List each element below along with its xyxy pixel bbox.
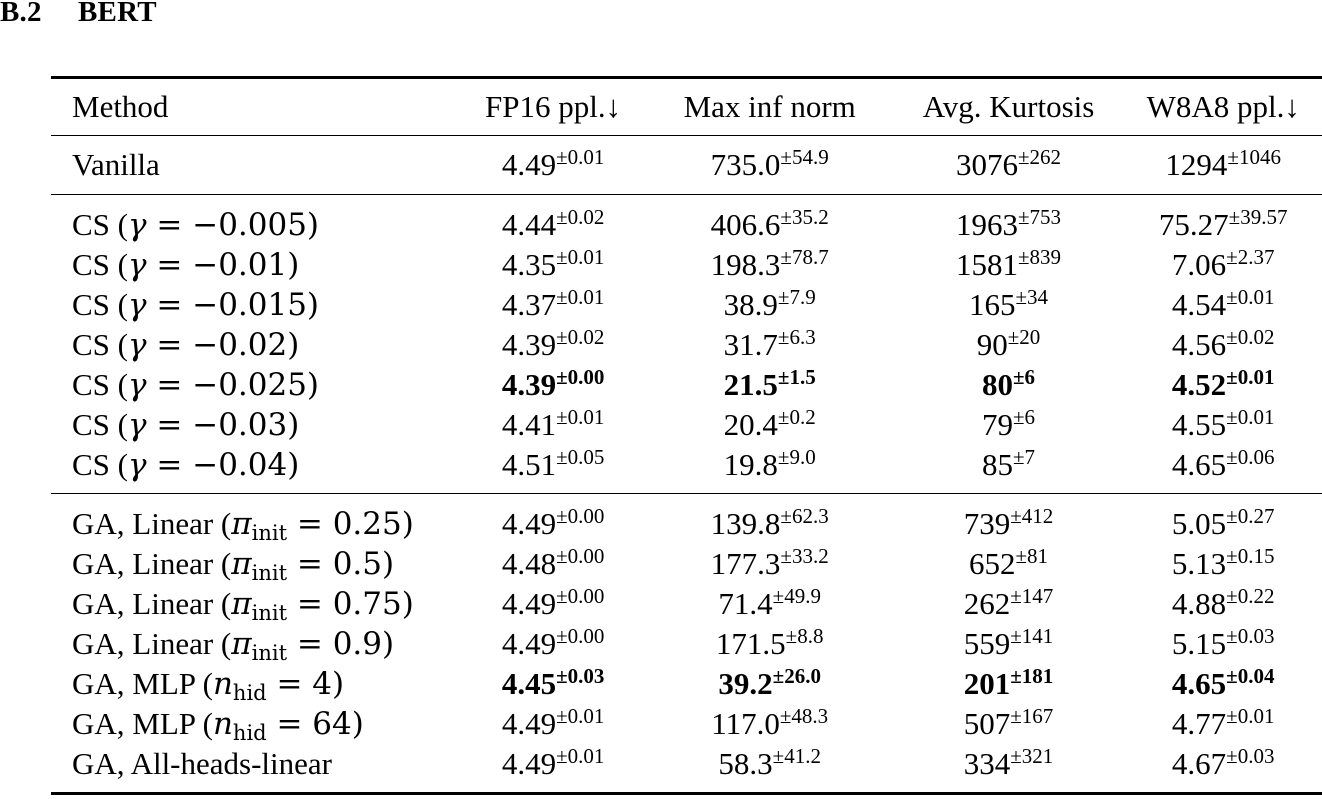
method-prefix: GA, MLP ( (72, 706, 213, 741)
max-inf-norm-cell (647, 136, 893, 195)
w8a8-ppl-cell (1124, 584, 1322, 624)
std-dev: ±0.01 (556, 285, 605, 309)
std-dev: ±0.15 (1226, 544, 1275, 568)
value: 4.49 (501, 506, 557, 541)
std-dev: ±262 (1018, 145, 1062, 169)
std-dev: ±0.00 (556, 365, 605, 389)
fp16-ppl-cell (460, 365, 647, 405)
param-value: = −0.025) (146, 367, 320, 403)
std-dev: ±62.3 (780, 504, 829, 528)
param-value: = 64) (266, 706, 364, 742)
avg-kurtosis-cell (893, 664, 1125, 704)
param-symbol: γ (128, 207, 147, 243)
value: 90 (976, 327, 1008, 362)
method-label: Vanilla (72, 147, 160, 182)
w8a8-ppl-cell (1124, 445, 1322, 494)
table-row (51, 544, 1322, 584)
value: 4.65 (1171, 666, 1227, 701)
max-inf-norm-cell (647, 405, 893, 445)
value: 39.2 (718, 666, 773, 701)
std-dev: ±839 (1018, 245, 1062, 269)
header-max-inf-norm: Max inf norm (683, 89, 856, 124)
fp16-ppl-cell (460, 584, 647, 624)
method-cell (51, 245, 460, 285)
method-cell (51, 195, 460, 246)
avg-kurtosis-cell (893, 285, 1125, 325)
value: 4.49 (501, 586, 557, 621)
param-subscript: hid (232, 721, 267, 745)
max-inf-norm-cell (647, 664, 893, 704)
method-cell (51, 744, 460, 794)
param-symbol: γ (128, 287, 147, 323)
section-title: BERT (78, 0, 157, 28)
value: 4.88 (1171, 586, 1227, 621)
param-symbol: π (231, 626, 252, 662)
value: 7.06 (1171, 247, 1227, 282)
w8a8-ppl-cell (1124, 744, 1322, 794)
std-dev: ±0.27 (1226, 504, 1275, 528)
std-dev: ±35.2 (780, 205, 829, 229)
value: 21.5 (723, 367, 778, 402)
value: 117.0 (711, 706, 780, 741)
value: 19.8 (723, 447, 778, 482)
method-cell (51, 445, 460, 494)
avg-kurtosis-cell (893, 365, 1125, 405)
table-row (51, 285, 1322, 325)
method-cell (51, 285, 460, 325)
fp16-ppl-cell (460, 285, 647, 325)
w8a8-ppl-cell (1124, 136, 1322, 195)
w8a8-ppl-cell (1124, 704, 1322, 744)
fp16-ppl-cell (460, 704, 647, 744)
value: 20.4 (723, 407, 778, 442)
w8a8-ppl-cell (1124, 195, 1322, 246)
value: 4.56 (1171, 327, 1227, 362)
std-dev: ±0.22 (1226, 584, 1275, 608)
value: 80 (982, 367, 1014, 402)
param-subscript: init (251, 521, 288, 545)
param-subscript: init (251, 641, 288, 665)
value: 71.4 (718, 586, 773, 621)
max-inf-norm-cell (647, 624, 893, 664)
table-row (51, 445, 1322, 494)
std-dev: ±6 (1013, 405, 1036, 429)
header-fp16-ppl: FP16 ppl.↓ (485, 89, 622, 124)
std-dev: ±0.06 (1226, 445, 1275, 469)
value: 4.49 (501, 746, 557, 781)
table-row (51, 245, 1322, 285)
w8a8-ppl-cell (1124, 544, 1322, 584)
std-dev: ±0.00 (556, 544, 605, 568)
std-dev: ±0.01 (556, 145, 605, 169)
fp16-ppl-cell (460, 544, 647, 584)
std-dev: ±0.00 (556, 504, 605, 528)
fp16-ppl-cell (460, 494, 647, 545)
std-dev: ±1046 (1227, 145, 1281, 169)
fp16-ppl-cell (460, 624, 647, 664)
value: 262 (963, 586, 1011, 621)
avg-kurtosis-cell (893, 245, 1125, 285)
max-inf-norm-cell (647, 544, 893, 584)
std-dev: ±20 (1007, 325, 1041, 349)
max-inf-norm-cell (647, 445, 893, 494)
fp16-ppl-cell (460, 245, 647, 285)
std-dev: ±141 (1010, 624, 1054, 648)
max-inf-norm-cell (647, 325, 893, 365)
value: 79 (982, 407, 1014, 442)
method-prefix: GA, Linear ( (72, 546, 232, 581)
value: 58.3 (718, 746, 773, 781)
table-row (51, 195, 1322, 246)
value: 177.3 (710, 546, 781, 581)
fp16-ppl-cell (460, 744, 647, 794)
std-dev: ±0.00 (556, 624, 605, 648)
value: 1294 (1165, 147, 1228, 182)
std-dev: ±321 (1010, 744, 1054, 768)
param-subscript: hid (232, 681, 267, 705)
value: 38.9 (723, 287, 778, 322)
table-row (51, 704, 1322, 744)
std-dev: ±6 (1013, 365, 1036, 389)
std-dev: ±0.2 (777, 405, 816, 429)
max-inf-norm-cell (647, 365, 893, 405)
value: 739 (963, 506, 1011, 541)
method-cell (51, 624, 460, 664)
param-subscript: init (251, 601, 288, 625)
table-row (51, 325, 1322, 365)
std-dev: ±81 (1015, 544, 1049, 568)
method-cell (51, 544, 460, 584)
method-cell (51, 325, 460, 365)
std-dev: ±147 (1010, 584, 1054, 608)
std-dev: ±0.02 (556, 205, 605, 229)
method-prefix: CS ( (72, 327, 128, 362)
table-row (51, 744, 1322, 794)
value: 4.52 (1171, 367, 1227, 402)
std-dev: ±0.03 (1226, 624, 1275, 648)
max-inf-norm-cell (647, 744, 893, 794)
value: 4.49 (501, 706, 557, 741)
max-inf-norm-cell (647, 245, 893, 285)
value: 4.54 (1171, 287, 1227, 322)
header-method: Method (72, 89, 169, 124)
std-dev: ±49.9 (772, 584, 821, 608)
method-prefix: CS ( (72, 407, 128, 442)
value: 4.39 (501, 367, 557, 402)
value: 139.8 (710, 506, 781, 541)
value: 406.6 (710, 207, 781, 242)
std-dev: ±9.0 (777, 445, 816, 469)
value: 171.5 (715, 626, 786, 661)
std-dev: ±54.9 (780, 145, 829, 169)
std-dev: ±0.01 (556, 744, 605, 768)
std-dev: ±2.37 (1226, 245, 1275, 269)
w8a8-ppl-cell (1124, 325, 1322, 365)
header-row (51, 78, 1322, 136)
method-cell (51, 494, 460, 545)
value: 4.51 (501, 447, 557, 482)
fp16-ppl-cell (460, 664, 647, 704)
param-value: = 4) (266, 666, 345, 702)
avg-kurtosis-cell (893, 195, 1125, 246)
max-inf-norm-cell (647, 285, 893, 325)
avg-kurtosis-cell (893, 744, 1125, 794)
value: 198.3 (710, 247, 781, 282)
value: 4.65 (1171, 447, 1227, 482)
avg-kurtosis-cell (893, 445, 1125, 494)
table-row (51, 136, 1322, 195)
param-value: = 0.5) (287, 546, 395, 582)
param-value: = 0.25) (287, 506, 414, 542)
std-dev: ±1.5 (777, 365, 816, 389)
table-row (51, 624, 1322, 664)
method-prefix: CS ( (72, 287, 128, 322)
max-inf-norm-cell (647, 195, 893, 246)
std-dev: ±0.01 (556, 405, 605, 429)
value: 4.39 (501, 327, 557, 362)
header-avg-kurtosis: Avg. Kurtosis (922, 89, 1095, 124)
method-cell (51, 365, 460, 405)
max-inf-norm-cell (647, 494, 893, 545)
value: 5.05 (1171, 506, 1227, 541)
w8a8-ppl-cell (1124, 624, 1322, 664)
method-prefix: GA, MLP ( (72, 666, 213, 701)
w8a8-ppl-cell (1124, 405, 1322, 445)
method-label: GA, All-heads-linear (72, 746, 332, 781)
value: 4.48 (501, 546, 557, 581)
param-value: = −0.03) (146, 407, 300, 443)
table-row (51, 365, 1322, 405)
value: 4.49 (501, 626, 557, 661)
std-dev: ±753 (1018, 205, 1062, 229)
value: 4.44 (501, 207, 557, 242)
max-inf-norm-cell (647, 584, 893, 624)
w8a8-ppl-cell (1124, 494, 1322, 545)
value: 334 (963, 746, 1011, 781)
section-heading (0, 0, 157, 29)
value: 4.55 (1171, 407, 1227, 442)
avg-kurtosis-cell (893, 544, 1125, 584)
method-cell (51, 704, 460, 744)
std-dev: ±0.03 (1226, 744, 1275, 768)
avg-kurtosis-cell (893, 704, 1125, 744)
table-row (51, 664, 1322, 704)
param-value: = −0.015) (146, 287, 320, 323)
std-dev: ±8.8 (785, 624, 824, 648)
std-dev: ±34 (1015, 285, 1049, 309)
method-prefix: CS ( (72, 247, 128, 282)
value: 4.41 (501, 407, 557, 442)
std-dev: ±7.9 (777, 285, 816, 309)
value: 165 (969, 287, 1016, 322)
std-dev: ±0.01 (1226, 405, 1275, 429)
table-body (51, 136, 1322, 794)
value: 652 (969, 546, 1016, 581)
value: 1581 (956, 247, 1019, 282)
fp16-ppl-cell (460, 325, 647, 365)
std-dev: ±167 (1010, 704, 1054, 728)
param-value: = −0.02) (146, 327, 300, 363)
header-w8a8-ppl: W8A8 ppl.↓ (1146, 89, 1300, 124)
std-dev: ±0.03 (556, 664, 605, 688)
value: 85 (982, 447, 1014, 482)
avg-kurtosis-cell (893, 584, 1125, 624)
value: 5.13 (1171, 546, 1227, 581)
std-dev: ±33.2 (780, 544, 829, 568)
value: 4.45 (501, 666, 557, 701)
method-prefix: GA, Linear ( (72, 586, 232, 621)
param-value: = −0.01) (146, 247, 300, 283)
value: 31.7 (723, 327, 778, 362)
method-prefix: CS ( (72, 447, 128, 482)
param-symbol: γ (128, 247, 147, 283)
std-dev: ±0.01 (1226, 365, 1275, 389)
value: 75.27 (1158, 207, 1229, 242)
avg-kurtosis-cell (893, 405, 1125, 445)
std-dev: ±0.01 (1226, 285, 1275, 309)
fp16-ppl-cell (460, 136, 647, 195)
std-dev: ±39.57 (1228, 205, 1288, 229)
param-value: = 0.9) (287, 626, 395, 662)
std-dev: ±0.05 (556, 445, 605, 469)
results-table (51, 76, 1322, 795)
fp16-ppl-cell (460, 195, 647, 246)
value: 1963 (956, 207, 1019, 242)
std-dev: ±78.7 (780, 245, 829, 269)
std-dev: ±0.02 (556, 325, 605, 349)
std-dev: ±0.00 (556, 584, 605, 608)
value: 5.15 (1171, 626, 1227, 661)
method-cell (51, 405, 460, 445)
std-dev: ±41.2 (772, 744, 821, 768)
section-number: B.2 (0, 0, 42, 28)
param-symbol: π (231, 546, 252, 582)
std-dev: ±181 (1010, 664, 1054, 688)
std-dev: ±412 (1010, 504, 1054, 528)
std-dev: ±7 (1013, 445, 1036, 469)
avg-kurtosis-cell (893, 325, 1125, 365)
param-value: = −0.04) (146, 447, 300, 483)
method-cell (51, 584, 460, 624)
value: 3076 (956, 147, 1019, 182)
avg-kurtosis-cell (893, 624, 1125, 664)
param-symbol: n (212, 666, 233, 702)
std-dev: ±0.02 (1226, 325, 1275, 349)
w8a8-ppl-cell (1124, 664, 1322, 704)
value: 507 (963, 706, 1011, 741)
value: 4.35 (501, 247, 557, 282)
param-symbol: γ (128, 407, 147, 443)
value: 4.67 (1171, 746, 1227, 781)
value: 4.49 (501, 147, 557, 182)
method-prefix: GA, Linear ( (72, 506, 232, 541)
param-symbol: π (231, 586, 252, 622)
max-inf-norm-cell (647, 704, 893, 744)
w8a8-ppl-cell (1124, 245, 1322, 285)
param-symbol: γ (128, 447, 147, 483)
fp16-ppl-cell (460, 405, 647, 445)
param-subscript: init (251, 561, 288, 585)
std-dev: ±48.3 (779, 704, 829, 728)
value: 201 (963, 666, 1011, 701)
avg-kurtosis-cell (893, 494, 1125, 545)
method-prefix: CS ( (72, 367, 128, 402)
table-row (51, 494, 1322, 545)
param-symbol: γ (128, 327, 147, 363)
table-row (51, 405, 1322, 445)
w8a8-ppl-cell (1124, 285, 1322, 325)
param-value: = 0.75) (287, 586, 414, 622)
avg-kurtosis-cell (893, 136, 1125, 195)
std-dev: ±0.01 (1226, 704, 1275, 728)
method-prefix: GA, Linear ( (72, 626, 232, 661)
w8a8-ppl-cell (1124, 365, 1322, 405)
std-dev: ±26.0 (772, 664, 821, 688)
table-row (51, 584, 1322, 624)
param-value: = −0.005) (146, 207, 320, 243)
std-dev: ±6.3 (777, 325, 816, 349)
std-dev: ±0.01 (556, 245, 605, 269)
method-cell (51, 664, 460, 704)
param-symbol: γ (128, 367, 147, 403)
value: 559 (963, 626, 1011, 661)
value: 4.77 (1171, 706, 1227, 741)
fp16-ppl-cell (460, 445, 647, 494)
param-symbol: n (212, 706, 233, 742)
value: 735.0 (710, 147, 781, 182)
value: 4.37 (501, 287, 557, 322)
std-dev: ±0.01 (556, 704, 605, 728)
method-prefix: CS ( (72, 207, 128, 242)
std-dev: ±0.04 (1226, 664, 1275, 688)
method-cell (51, 136, 460, 195)
param-symbol: π (231, 506, 252, 542)
